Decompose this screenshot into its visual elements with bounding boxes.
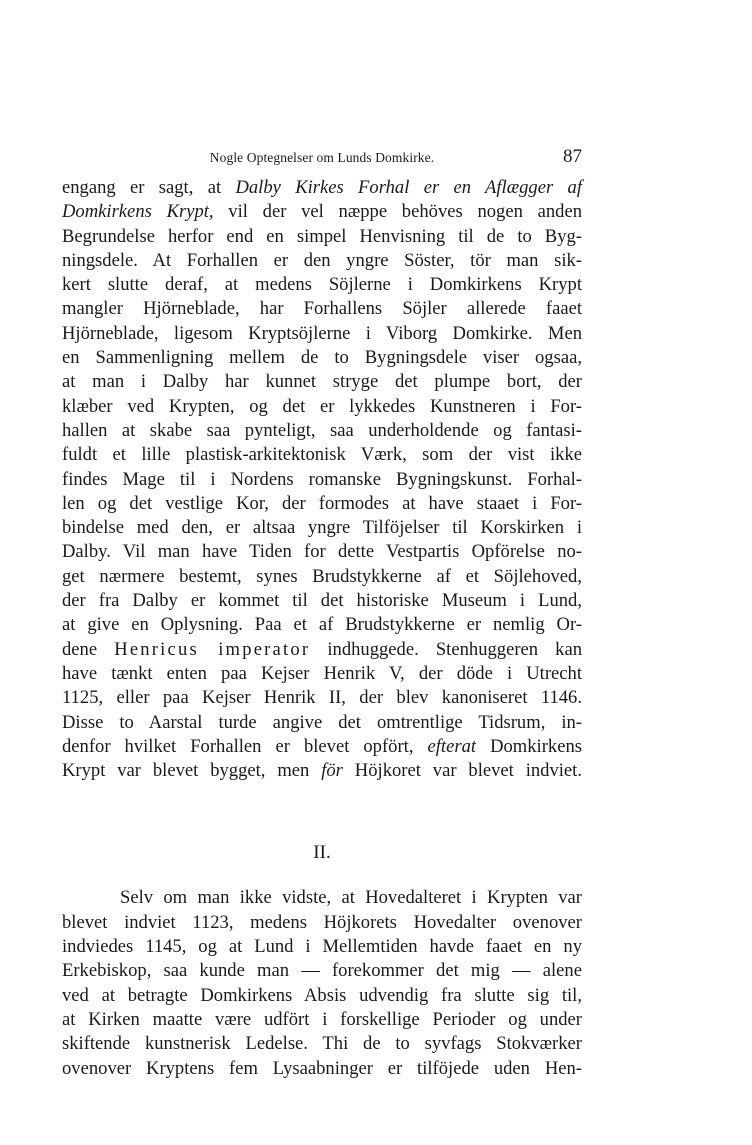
text-line: Selv om man ikke vidste, at Hovedalteret i Krypten var (120, 887, 582, 909)
text-line: engang er sagt, at Dalby Kirkes Forhal er en Aflægger af (62, 177, 582, 198)
page-number: 87 (563, 146, 582, 167)
text-line: indviedes 1145, og at Lund i Mellemtiden havde faaet en ny (62, 936, 582, 958)
text-line: ningsdele. At Forhallen er den yngre Söster, tör man sik- (62, 249, 582, 271)
text-line: at give en Oplysning. Paa et af Brudstykkerne er nemlig Or- (62, 614, 582, 636)
text-line: Domkirkens Krypt, vil der vel næppe behöves nogen anden (62, 201, 583, 223)
paragraph-2 (62, 886, 582, 1080)
section-heading: II. (313, 842, 331, 864)
text-line: have tænkt enten paa Kejser Henrik V, der döde i Utrecht (62, 662, 582, 684)
text-line: denfor hvilket Forhallen er blevet opfört, efterat Domkirkens (62, 735, 582, 757)
text-line: Dalby. Vil man have Tiden for dette Vestpartis Opförelse no- (62, 541, 582, 563)
text-line: ovenover Kryptens fem Lysaabninger er tilföjede uden Hen- (62, 1057, 582, 1079)
text-line: kert slutte deraf, at medens Söjlerne i Domkirkens Krypt (62, 274, 582, 296)
text-line: len og det vestlige Kor, der formodes at have staaet i For- (62, 492, 582, 514)
text-line: Hjörneblade, ligesom Kryptsöjlerne i Viborg Domkirke. Men (62, 322, 582, 344)
spaced-text: Henricus imperator (114, 638, 311, 660)
text-line: Disse to Aarstal turde angive det omtrentlige Tidsrum, in- (62, 711, 582, 733)
italic-text: efterat (427, 735, 477, 757)
book-page (62, 146, 582, 1081)
text-line: klæber ved Krypten, og det er lykkedes Kunstneren i For- (62, 395, 582, 417)
italic-text: Dalby Kirkes Forhal er en Aflægger af (235, 177, 582, 198)
paragraph-1 (62, 176, 582, 783)
text-line: get nærmere bestemt, synes Brudstykkerne af et Söjlehoved, (62, 565, 582, 587)
text-line: bindelse med den, er altsaa yngre Tilföjelser til Korskirken i (62, 517, 582, 539)
text-line: fuldt et lille plastisk-arkitektonisk Værk, som der vist ikke (62, 444, 582, 466)
text-line: der fra Dalby er kommet til det historiske Museum i Lund, (62, 590, 582, 612)
text-line: at Kirken maatte være udfört i forskellige Perioder og under (62, 1008, 582, 1030)
text-line: ved at betragte Domkirkens Absis udvendig fra slutte sig til, (62, 984, 582, 1006)
running-title: Nogle Optegnelser om Lunds Domkirke. (209, 150, 435, 165)
text-line: 1125, eller paa Kejser Henrik II, der blev kanoniseret 1146. (62, 687, 582, 709)
text-line: skiftende kunstnerisk Ledelse. Thi de to syvfags Stokværker (62, 1033, 582, 1055)
text-line: at man i Dalby har kunnet stryge det plumpe bort, der (62, 371, 582, 393)
text-line: blevet indviet 1123, medens Höjkorets Hovedalter ovenover (62, 911, 582, 933)
running-head (62, 146, 582, 176)
text-line: mangler Hjörneblade, har Forhallens Söjler allerede faaet (62, 298, 582, 320)
text-line: findes Mage til i Nordens romanske Bygningskunst. Forhal- (62, 468, 582, 490)
text-line: hallen at skabe saa pynteligt, saa underholdende og fantasi- (62, 419, 582, 441)
text-line: en Sammenligning mellem de to Bygningsdele viser ogsaa, (62, 347, 582, 369)
text-line: dene Henricus imperator indhuggede. Stenhuggeren kan (62, 638, 583, 660)
italic-text: Domkirkens Krypt, (62, 201, 214, 223)
text-line: Begrundelse herfor end en simpel Henvisning til de to Byg- (62, 225, 582, 247)
text-line: Krypt var blevet bygget, men för Höjkoret var blevet indviet. (62, 760, 582, 782)
text-line: Erkebiskop, saa kunde man — forekommer det mig — alene (62, 960, 582, 982)
italic-text: för (321, 760, 343, 782)
